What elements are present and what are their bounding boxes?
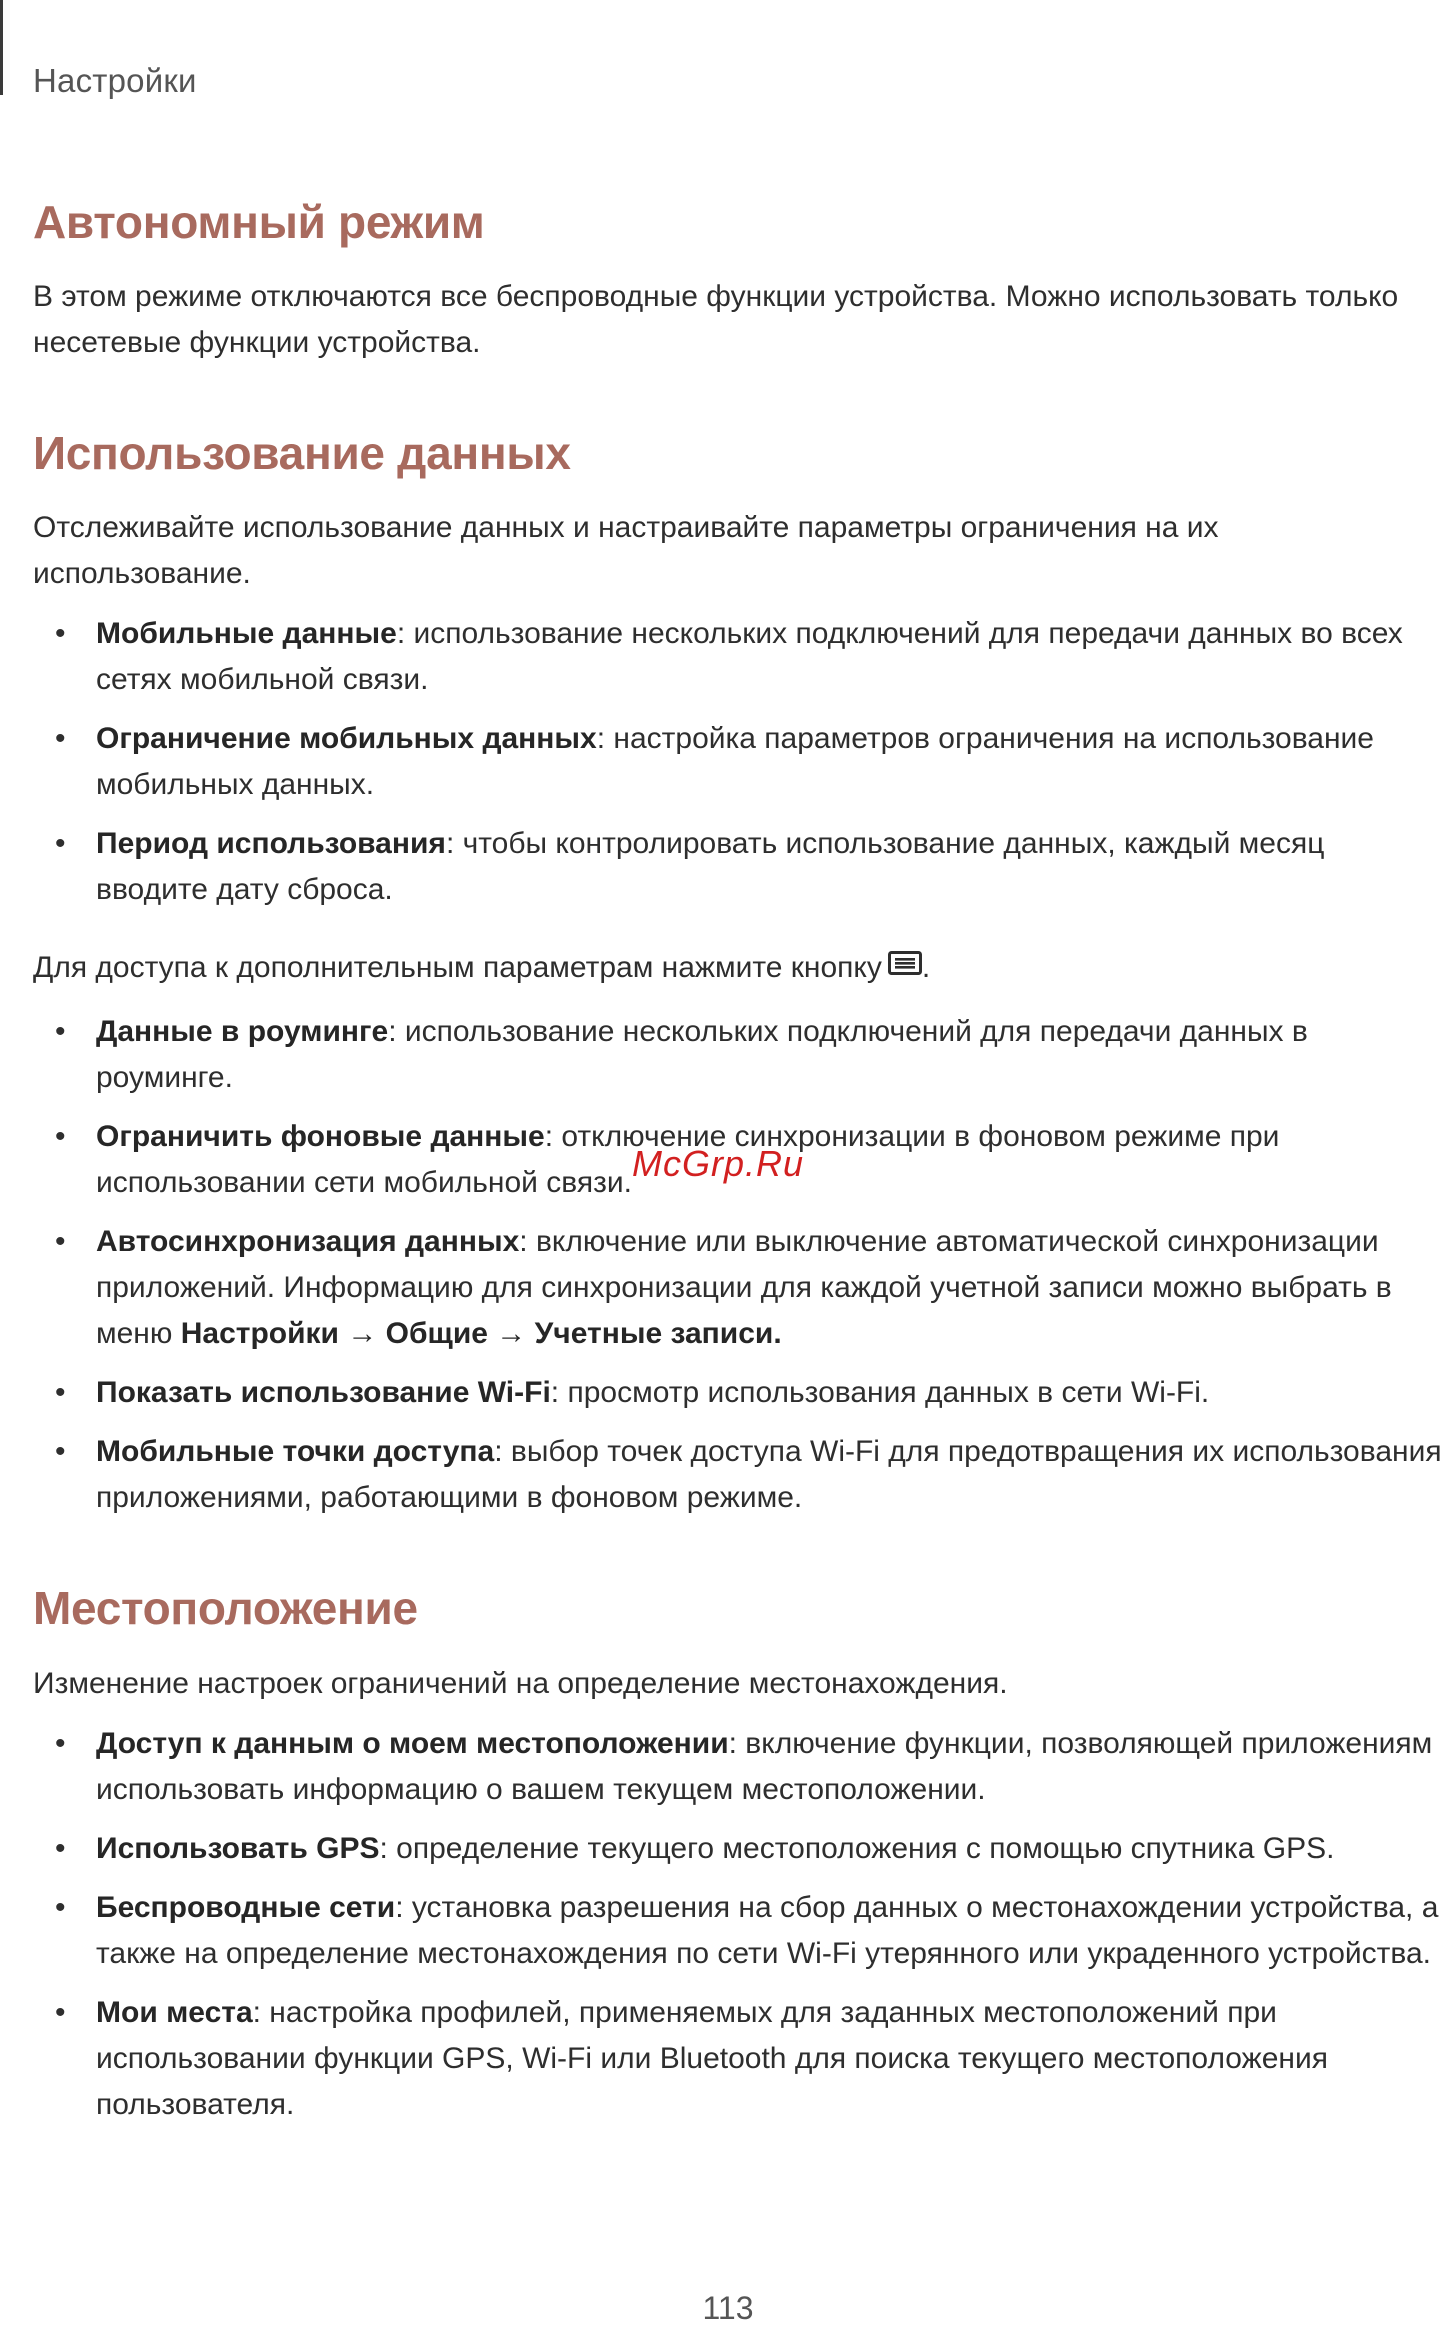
more-options-text: Для доступа к дополнительным параметрам нажмите кнопку — [33, 951, 882, 985]
list-item — [33, 1009, 1443, 1101]
item-term: Мобильные данные — [96, 617, 397, 651]
item-desc: : определение текущего местоположения с помощью спутника GPS. — [379, 1831, 1335, 1865]
bullet-icon: • — [55, 1376, 66, 1410]
bullet-icon: • — [55, 1120, 66, 1154]
section-title-data-usage: Использование данных — [33, 427, 571, 480]
section-title-location: Местоположение — [33, 1582, 418, 1635]
item-term: Показать использование Wi-Fi — [96, 1376, 551, 1410]
data-usage-intro: Отслеживайте использование данных и настраивайте параметры ограничения на их использование. — [33, 511, 1219, 591]
item-term: Ограничение мобильных данных — [96, 722, 597, 756]
list-item — [33, 1370, 1443, 1416]
list-item — [33, 1885, 1443, 1977]
watermark: McGrp.Ru — [632, 1143, 805, 1184]
bullet-icon: • — [55, 1435, 66, 1469]
item-term: Мои места — [96, 1995, 253, 2029]
corner-rule — [0, 0, 3, 95]
item-desc: : просмотр использования данных в сети Wi-Fi. — [550, 1376, 1210, 1410]
more-options-note — [33, 943, 1443, 995]
item-term: Период использования — [96, 827, 446, 861]
bullet-icon: • — [55, 1015, 66, 1049]
list-item — [33, 821, 1443, 913]
item-desc: : включение или выключение автоматической синхронизации приложений. Информацию для синхронизации для каждой учетной записи можно выбрать в меню — [96, 1225, 1392, 1351]
item-desc: : настройка профилей, применяемых для заданных местоположений при использовании функции GPS, Wi-Fi или Bluetooth для поиска текущего местоположения пользователя. — [96, 1995, 1328, 2121]
list-item — [33, 1721, 1443, 1813]
item-desc: : настройка параметров ограничения на использование мобильных данных. — [96, 722, 1374, 802]
item-term: Использовать GPS — [96, 1831, 380, 1865]
bullet-icon: • — [55, 1995, 66, 2029]
bullet-icon: • — [55, 722, 66, 756]
list-item — [33, 1219, 1443, 1357]
item-term: Доступ к данным о моем местоположении — [96, 1726, 729, 1760]
bullet-icon: • — [55, 827, 66, 861]
item-desc: : включение функции, позволяющей приложениям использовать информацию о вашем текущем местоположении. — [96, 1726, 1433, 1806]
bullet-icon: • — [55, 1831, 66, 1865]
item-desc: : чтобы контролировать использование данных, каждый месяц вводите дату сброса. — [96, 827, 1325, 907]
bullet-icon: • — [55, 1726, 66, 1760]
item-term: Мобильные точки доступа — [96, 1435, 495, 1469]
item-desc: : использование нескольких подключений для передачи данных во всех сетях мобильной связи. — [96, 617, 1403, 697]
bullet-icon: • — [55, 617, 66, 651]
bullet-icon: • — [55, 1890, 66, 1924]
location-intro: Изменение настроек ограничений на определение местонахождения. — [33, 1666, 1008, 1700]
running-header: Настройки — [33, 62, 197, 99]
data-usage-list — [33, 611, 1443, 913]
item-term: Данные в роуминге — [96, 1015, 389, 1049]
menu-path: Настройки → Общие → Учетные записи — [180, 1317, 774, 1351]
section-location — [33, 1581, 1443, 2127]
item-desc: : использование нескольких подключений для передачи данных в роуминге. — [96, 1015, 1308, 1095]
section-title-airplane: Автономный режим — [33, 196, 485, 248]
list-item — [33, 1990, 1443, 2128]
page-number: 113 — [702, 2290, 754, 2326]
list-item — [33, 716, 1443, 808]
item-term: Ограничить фоновые данные — [96, 1120, 545, 1154]
item-end: . — [773, 1317, 782, 1351]
item-desc: : выбор точек доступа Wi-Fi для предотвращения их использования приложениями, работающими в фоновом режиме. — [96, 1435, 1442, 1515]
list-item — [33, 611, 1443, 703]
data-usage-more-list — [33, 1009, 1443, 1521]
item-term: Беспроводные сети — [96, 1890, 396, 1924]
section-data-usage — [33, 426, 1443, 1521]
page-content — [33, 195, 1443, 2188]
section-airplane-mode — [33, 195, 1443, 366]
more-options-end: . — [921, 951, 931, 985]
list-item — [33, 1429, 1443, 1521]
list-item — [33, 1826, 1443, 1872]
location-list — [33, 1721, 1443, 2128]
item-term: Автосинхронизация данных — [96, 1225, 520, 1259]
airplane-intro: В этом режиме отключаются все беспроводные функции устройства. Можно использовать только несетевые функции устройства. — [33, 280, 1399, 360]
menu-icon — [888, 943, 922, 989]
item-desc: : установка разрешения на сбор данных о местонахождении устройства, а также на определение местонахождения по сети Wi-Fi утерянного или украденного устройства. — [96, 1890, 1439, 1970]
bullet-icon: • — [55, 1225, 66, 1259]
item-desc: : отключение синхронизации в фоновом режиме при использовании сети мобильной связи. — [96, 1120, 1280, 1200]
